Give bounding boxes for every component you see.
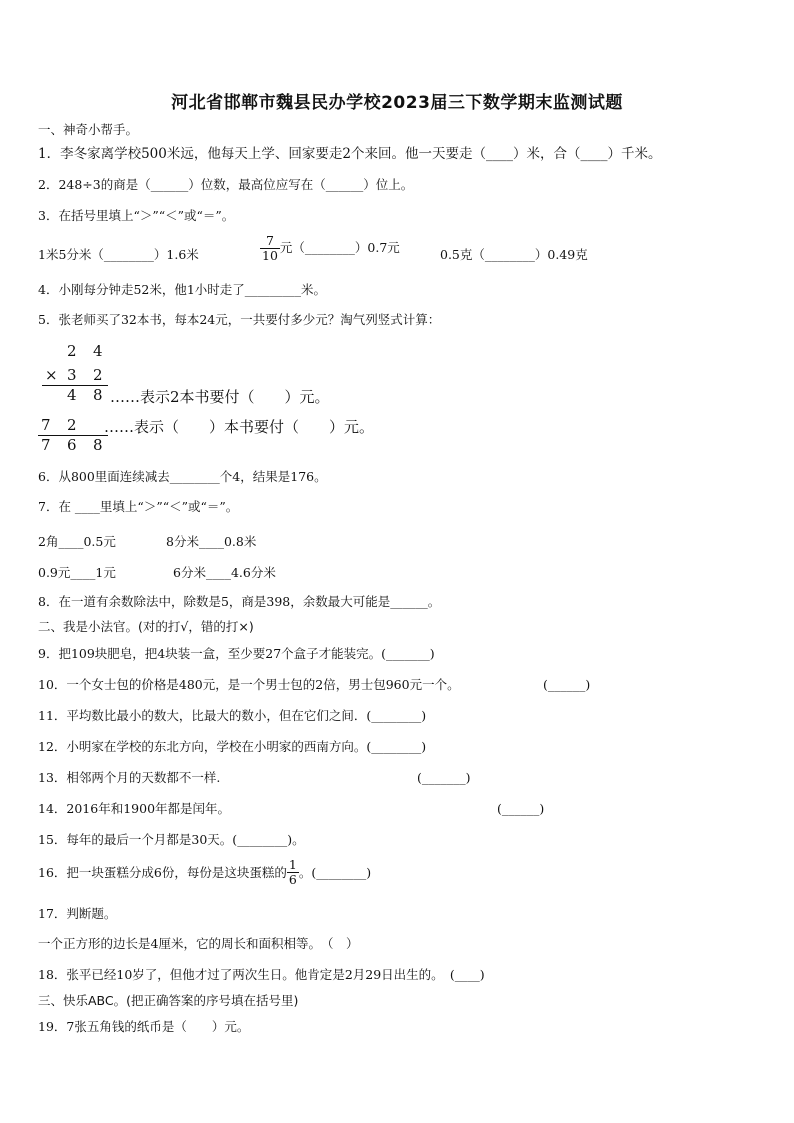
fraction-numerator: 1 — [288, 857, 297, 872]
q7-compare-d: 6分米____4.6分米 — [173, 565, 276, 580]
digit: 6 — [67, 436, 77, 454]
question-16 — [38, 858, 371, 887]
question-6: 6．从800里面连续减去________个4，结果是176。 — [38, 469, 327, 484]
vertical-note-1: ……表示2本书要付（ ）元。 — [110, 388, 330, 406]
question-1: 1．李冬家离学校500米远，他每天上学、回家要走2个来回。他一天要走（____）米，合（____）千米。 — [38, 146, 662, 162]
digit: 8 — [93, 386, 103, 404]
question-12: 12．小明家在学校的东北方向，学校在小明家的西南方向。(________) — [38, 739, 427, 754]
section-2-heading: 二、我是小法官。(对的打√，错的打×) — [38, 619, 254, 634]
question-13: 13．相邻两个月的天数都不一样. — [38, 770, 221, 785]
q3-compare-a: 1米5分米（________）1.6米 — [38, 247, 199, 262]
question-9: 9．把109块肥皂，把4块装一盒，至少要27个盒子才能装完。(_______) — [38, 646, 435, 661]
question-5: 5．张老师买了32本书，每本24元，一共要付多少元？淘气列竖式计算： — [38, 312, 441, 327]
digit: 8 — [93, 436, 103, 454]
q3-compare-b-text: 元（________）0.7元 — [279, 240, 400, 255]
question-16-blank: 。(________) — [298, 864, 372, 880]
q7-compare-b: 8分米____0.8米 — [166, 534, 257, 549]
question-3: 3．在括号里填上“＞”“＜”或“＝”。 — [38, 208, 235, 223]
digit: 4 — [67, 386, 77, 404]
digit: 4 — [93, 342, 103, 360]
question-2: 2．248÷3的商是（______）位数，最高位应写在（______）位上。 — [38, 177, 414, 192]
multiply-sign: × — [45, 366, 58, 384]
fraction-denominator: 10 — [262, 248, 278, 263]
question-17-statement: 一个正方形的边长是4厘米，它的周长和面积相等。 （ ） — [38, 936, 359, 951]
question-15: 15．每年的最后一个月都是30天。(________)。 — [38, 832, 305, 847]
question-7: 7．在 ____里填上“＞”“＜”或“＝”。 — [38, 499, 239, 514]
q7-compare-c: 0.9元____1元 — [38, 565, 116, 580]
q7-compare-a: 2角____0.5元 — [38, 534, 116, 549]
vertical-note-2: ……表示（ ）本书要付（ ）元。 — [104, 418, 375, 436]
answer-blank: (______) — [497, 801, 545, 816]
fraction-denominator: 6 — [288, 872, 297, 887]
digit: 7 — [41, 436, 51, 454]
question-16-text: 16．把一块蛋糕分成6份，每份是这块蛋糕的 — [38, 864, 287, 880]
digit: 3 — [67, 366, 77, 384]
question-11: 11．平均数比最小的数大，比最大的数小，但在它们之间．(________) — [38, 708, 427, 723]
fraction-one-sixth — [287, 858, 299, 887]
question-14: 14．2016年和1900年都是闰年。 — [38, 801, 231, 816]
fraction-numerator: 7 — [265, 233, 274, 248]
digit: 7 — [41, 416, 51, 434]
digit: 2 — [93, 366, 103, 384]
question-8: 8．在一道有余数除法中，除数是5，商是398，余数最大可能是______。 — [38, 594, 441, 609]
q3-compare-c: 0.5克（________）0.49克 — [440, 247, 588, 262]
question-4: 4．小刚每分钟走52米，他1小时走了_________米。 — [38, 282, 327, 297]
q3-compare-b — [260, 234, 400, 263]
fraction-seven-tenths — [260, 234, 280, 263]
question-18: 18．张平已经10岁了，但他才过了两次生日。他肯定是2月29日出生的。 (____) — [38, 967, 485, 982]
answer-blank: (______) — [543, 677, 591, 692]
section-3-heading: 三、快乐ABC。(把正确答案的序号填在括号里) — [38, 993, 299, 1008]
section-1-heading: 一、神奇小帮手。 — [38, 122, 139, 137]
question-19: 19．7张五角钱的纸币是（ ）元。 — [38, 1019, 250, 1034]
question-17: 17．判断题。 — [38, 906, 117, 921]
page-title: 河北省邯郸市魏县民办学校2023届三下数学期末监测试题 — [171, 93, 623, 113]
digit: 2 — [67, 342, 77, 360]
question-10: 10．一个女士包的价格是480元，是一个男士包的2倍，男士包960元一个。 — [38, 677, 460, 692]
answer-blank: (_______) — [417, 770, 471, 785]
digit: 2 — [67, 416, 77, 434]
